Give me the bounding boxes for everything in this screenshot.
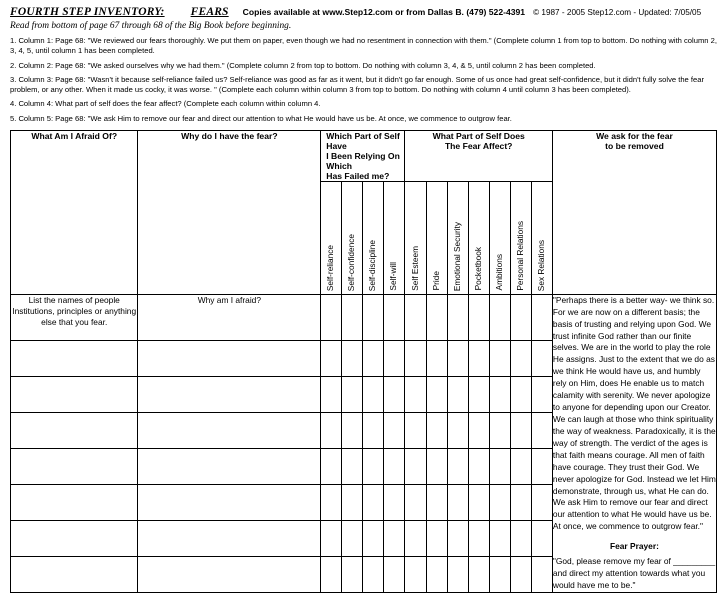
header-col3-line2: I Been Relying On Which (326, 150, 400, 171)
header-col2: Why do I have the fear? (138, 130, 321, 294)
cell-ambitions[interactable] (489, 448, 510, 484)
header-col5-line1: We ask for the fear (596, 130, 673, 141)
note-item: 1. Column 1: Page 68: "We reviewed our fears thoroughly. We put them on paper, even though we had no resentment in connection with them." (Complete column 1 from top to bottom. Do nothing with column 2, 3, 4, 5, until column 1 has been completed. (10, 36, 717, 56)
subheader-self-reliance: Self-reliance (321, 181, 342, 294)
cell-self-esteem[interactable] (405, 412, 426, 448)
cell-self-discipline[interactable] (363, 294, 384, 340)
cell-sex-relations[interactable] (531, 340, 552, 376)
cell-self-will[interactable] (384, 484, 405, 520)
cell-emotional-security[interactable] (447, 484, 468, 520)
cell-self-will[interactable] (384, 340, 405, 376)
cell-self-reliance[interactable] (321, 484, 342, 520)
cell-self-esteem[interactable] (405, 484, 426, 520)
cell-self-esteem[interactable] (405, 520, 426, 556)
cell-emotional-security[interactable] (447, 340, 468, 376)
header-col1: What Am I Afraid Of? (11, 130, 138, 294)
subheader-self-esteem: Self Esteem (405, 181, 426, 294)
fear-prayer-text: "God, please remove my fear of _________ and direct my attention towards what you would have me to be." (552, 556, 716, 590)
header-row (10, 6, 718, 18)
page-title-fears: FEARS (190, 6, 229, 18)
cell-sex-relations[interactable] (531, 448, 552, 484)
header-col3-line3: Has Failed me? (326, 170, 390, 181)
cell-self-confidence[interactable] (342, 412, 363, 448)
cell-personal-relations[interactable] (510, 556, 531, 592)
cell-ambitions[interactable] (489, 412, 510, 448)
cell-self-esteem[interactable] (405, 556, 426, 592)
header-col5 (552, 130, 716, 294)
subheader-ambitions: Ambitions (489, 181, 510, 294)
subheader-pocketbook: Pocketbook (468, 181, 489, 294)
cell-col1[interactable] (11, 412, 138, 448)
copyright-info: © 1987 - 2005 Step12.com - Updated: 7/05/05 (533, 8, 702, 17)
cell-col1[interactable] (11, 484, 138, 520)
cell-col1[interactable] (11, 340, 138, 376)
table-header-row (11, 130, 717, 181)
cell-self-confidence[interactable] (342, 484, 363, 520)
cell-ambitions[interactable] (489, 294, 510, 340)
cell-col1[interactable] (11, 448, 138, 484)
cell-pocketbook[interactable] (468, 448, 489, 484)
cell-personal-relations[interactable] (510, 340, 531, 376)
cell-pocketbook[interactable] (468, 412, 489, 448)
cell-pride[interactable] (426, 412, 447, 448)
header-col4 (405, 130, 552, 181)
page-title: FOURTH STEP INVENTORY: FEARS (10, 6, 229, 18)
subheader-self-will: Self-will (384, 181, 405, 294)
cell-personal-relations[interactable] (510, 294, 531, 340)
fear-prayer-title: Fear Prayer: (610, 541, 659, 552)
cell-col2[interactable] (138, 376, 321, 412)
header-col3 (321, 130, 405, 181)
cell-pocketbook[interactable] (468, 294, 489, 340)
cell-self-reliance[interactable] (321, 340, 342, 376)
cell-self-confidence[interactable] (342, 340, 363, 376)
cell-col2[interactable] (138, 412, 321, 448)
cell-personal-relations[interactable] (510, 412, 531, 448)
cell-self-confidence[interactable] (342, 556, 363, 592)
cell-col2[interactable] (138, 340, 321, 376)
note-item: 3. Column 3: Page 68: "Wasn't it because self-reliance failed us? Self-reliance was good as far as it went, but it didn't go far enough. Some of us once had great self-confidence, but it didn't fully solve the fear problem, or any other. When it made us cocky, it was worse. " (Complete each column within column 3 from top to bottom. Do nothing with column 4 until column 3 has been completed). (10, 74, 704, 94)
subheader-personal-relations: Personal Relations (510, 181, 531, 294)
cell-col1[interactable] (11, 556, 138, 592)
cell-self-discipline[interactable] (363, 376, 384, 412)
cell-sex-relations[interactable] (531, 520, 552, 556)
cell-self-reliance[interactable] (321, 294, 342, 340)
cell-sex-relations[interactable] (531, 294, 552, 340)
cell-ambitions[interactable] (489, 376, 510, 412)
cell-personal-relations[interactable] (510, 520, 531, 556)
cell-self-discipline[interactable] (363, 412, 384, 448)
cell-pride[interactable] (426, 294, 447, 340)
cell-self-will[interactable] (384, 376, 405, 412)
cell-self-confidence[interactable] (342, 520, 363, 556)
cell-pride[interactable] (426, 520, 447, 556)
cell-self-confidence[interactable] (342, 294, 363, 340)
note-item: 5. Column 5: Page 68: "We ask Him to remove our fear and direct our attention to what He would have us be. At once, we commence to outgrow fear. (10, 113, 512, 123)
cell-sex-relations[interactable] (531, 412, 552, 448)
cell-personal-relations[interactable] (510, 376, 531, 412)
cell-emotional-security[interactable] (447, 376, 468, 412)
cell-self-esteem[interactable] (405, 294, 426, 340)
note-item: 4. Column 4: What part of self does the fear affect? (Complete each column within column 4. (10, 99, 321, 109)
cell-pocketbook[interactable] (468, 556, 489, 592)
table-row[interactable] (11, 294, 717, 340)
header-col4-line1: What Part of Self Does (432, 130, 525, 141)
cell-fear-removal-text (552, 294, 716, 592)
cell-sex-relations[interactable] (531, 484, 552, 520)
cell-pocketbook[interactable] (468, 376, 489, 412)
cell-self-discipline[interactable] (363, 520, 384, 556)
cell-emotional-security[interactable] (447, 556, 468, 592)
cell-col2[interactable] (138, 448, 321, 484)
cell-self-confidence[interactable] (342, 376, 363, 412)
cell-self-discipline[interactable] (363, 340, 384, 376)
instruction-subtitle: Read from bottom of page 67 through 68 of the Big Book before beginning. (10, 21, 292, 31)
cell-pocketbook[interactable] (468, 340, 489, 376)
subheader-sex-relations: Sex Relations (531, 181, 552, 294)
notes-list (10, 36, 718, 124)
cell-col2[interactable] (138, 484, 321, 520)
cell-self-will[interactable] (384, 520, 405, 556)
cell-emotional-security[interactable] (447, 294, 468, 340)
cell-ambitions[interactable] (489, 520, 510, 556)
header-col3-line1: Which Part of Self Have (326, 130, 400, 151)
cell-personal-relations[interactable] (510, 484, 531, 520)
cell-pride[interactable] (426, 448, 447, 484)
cell-self-reliance[interactable] (321, 520, 342, 556)
subheader-self-confidence: Self-confidence (342, 181, 363, 294)
cell-self-will[interactable] (384, 448, 405, 484)
cell-col1[interactable] (11, 520, 138, 556)
cell-self-discipline[interactable] (363, 448, 384, 484)
cell-col2[interactable] (138, 556, 321, 592)
cell-pride[interactable] (426, 376, 447, 412)
cell-ambitions[interactable] (489, 556, 510, 592)
cell-sex-relations[interactable] (531, 376, 552, 412)
subheader-self-discipline: Self-discipline (363, 181, 384, 294)
subheader-pride: Pride (426, 181, 447, 294)
cell-self-will[interactable] (384, 294, 405, 340)
cell-ambitions[interactable] (489, 484, 510, 520)
cell-self-reliance[interactable] (321, 448, 342, 484)
cell-self-esteem[interactable] (405, 340, 426, 376)
cell-self-reliance[interactable] (321, 412, 342, 448)
header-col5-line2: to be removed (605, 140, 664, 151)
cell-self-esteem[interactable] (405, 448, 426, 484)
cell-personal-relations[interactable] (510, 448, 531, 484)
cell-self-will[interactable] (384, 556, 405, 592)
cell-pocketbook[interactable] (468, 520, 489, 556)
cell-ambitions[interactable] (489, 340, 510, 376)
cell-emotional-security[interactable] (447, 448, 468, 484)
subheader-emotional-security: Emotional Security (447, 181, 468, 294)
cell-self-confidence[interactable] (342, 448, 363, 484)
cell-self-discipline[interactable] (363, 556, 384, 592)
cell-pride[interactable] (426, 556, 447, 592)
cell-emotional-security[interactable] (447, 412, 468, 448)
note-item: 2. Column 2: Page 68: "We asked ourselves why we had them." (Complete column 2 from top to bottom. Do nothing with column 3, 4, & 5, until column 2 has been completed. (10, 60, 596, 70)
cell-pocketbook[interactable] (468, 484, 489, 520)
inventory-table (10, 130, 717, 593)
cell-col1-example[interactable]: List the names of people Institutions, principles or anything else that you fear. (11, 294, 138, 340)
cell-self-discipline[interactable] (363, 484, 384, 520)
cell-pride[interactable] (426, 340, 447, 376)
cell-self-esteem[interactable] (405, 376, 426, 412)
cell-pride[interactable] (426, 484, 447, 520)
cell-sex-relations[interactable] (531, 556, 552, 592)
fear-removal-paragraph: "Perhaps there is a better way- we think so. For we are now on a different basis; the basis of trusting and relying upon God. We trust infinite God rather than our finite selves. We are in the world to play the role He assigns. Just to the extent that we do as we think He would have us, and humbly rely on Him, does He enable us to match calamity with serenity. We never apologize to anyone for depending upon our Creator. We can laugh at those who think spirituality the way of weakness. Paradoxically, it is the way of strength. The verdict of the ages is that faith means courage. All men of faith have courage. They trust their God. We never apologize for God. Instead we let Him demonstrate, through us, what He can do. We ask Him to remove our fear and direct our attention to what He would have us be. At once, we commence to outgrow fear." (552, 294, 716, 532)
cell-self-reliance[interactable] (321, 556, 342, 592)
cell-self-will[interactable] (384, 412, 405, 448)
cell-col2[interactable] (138, 520, 321, 556)
cell-self-reliance[interactable] (321, 376, 342, 412)
cell-col1[interactable] (11, 376, 138, 412)
cell-emotional-security[interactable] (447, 520, 468, 556)
contact-info: Copies available at www.Step12.com or from Dallas B. (479) 522-4391 (242, 7, 526, 17)
header-col4-line2: The Fear Affect? (444, 140, 513, 151)
cell-col2-example[interactable]: Why am I afraid? (138, 294, 321, 340)
